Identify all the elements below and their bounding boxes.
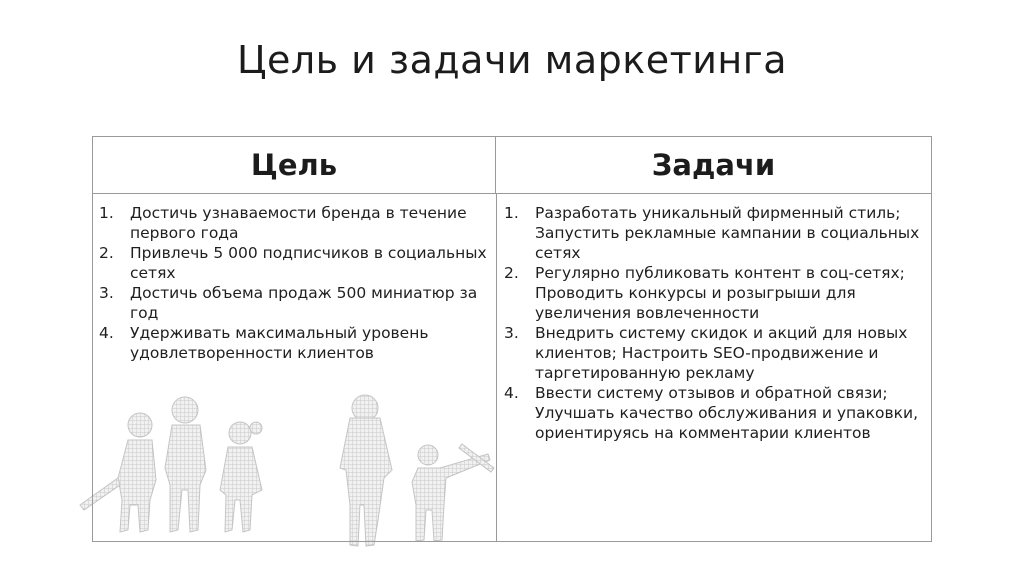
list-item <box>99 323 489 363</box>
list-number: 3. <box>504 324 519 342</box>
goal-header: Цель <box>93 137 496 194</box>
list-item-text: Регулярно публиковать контент в соц-сетях; Проводить конкурсы и розыгрыши для увеличения вовлеченности <box>535 264 905 322</box>
list-number: 1. <box>504 204 519 222</box>
list-item <box>504 263 924 323</box>
list-item-text: Внедрить систему скидок и акций для новых клиентов; Настроить SEO-продвижение и таргетированную рекламу <box>535 324 908 382</box>
list-item-text: Удерживать максимальный уровень удовлетворенности клиентов <box>130 324 429 362</box>
list-number: 4. <box>99 324 114 342</box>
list-number: 1. <box>99 204 114 222</box>
tasks-list <box>504 203 924 443</box>
list-number: 2. <box>504 264 519 282</box>
list-item-text: Привлечь 5 000 подписчиков в социальных сетях <box>130 244 487 282</box>
list-item-text: Достичь узнаваемости бренда в течение первого года <box>130 204 467 242</box>
list-item <box>99 283 489 323</box>
goals-cell <box>99 203 489 363</box>
goals-tasks-table <box>92 136 932 542</box>
column-divider <box>496 194 497 541</box>
tasks-header: Задачи <box>496 137 931 194</box>
list-number: 3. <box>99 284 114 302</box>
list-item-text: Ввести систему отзывов и обратной связи; Улучшать качество обслуживания и упаковки, ориентируясь на комментарии клиентов <box>535 384 919 442</box>
list-item-text: Достичь объема продаж 500 миниатюр за год <box>130 284 478 322</box>
list-item <box>504 383 924 443</box>
list-number: 4. <box>504 384 519 402</box>
list-item <box>504 203 924 263</box>
goals-list <box>99 203 489 363</box>
slide-title: Цель и задачи маркетинга <box>236 38 788 82</box>
tasks-cell <box>504 203 924 443</box>
list-item <box>99 203 489 243</box>
list-item <box>504 323 924 383</box>
list-item-text: Разработать уникальный фирменный стиль; Запустить рекламные кампании в социальных сетях <box>535 204 920 262</box>
list-item <box>99 243 489 283</box>
list-number: 2. <box>99 244 114 262</box>
